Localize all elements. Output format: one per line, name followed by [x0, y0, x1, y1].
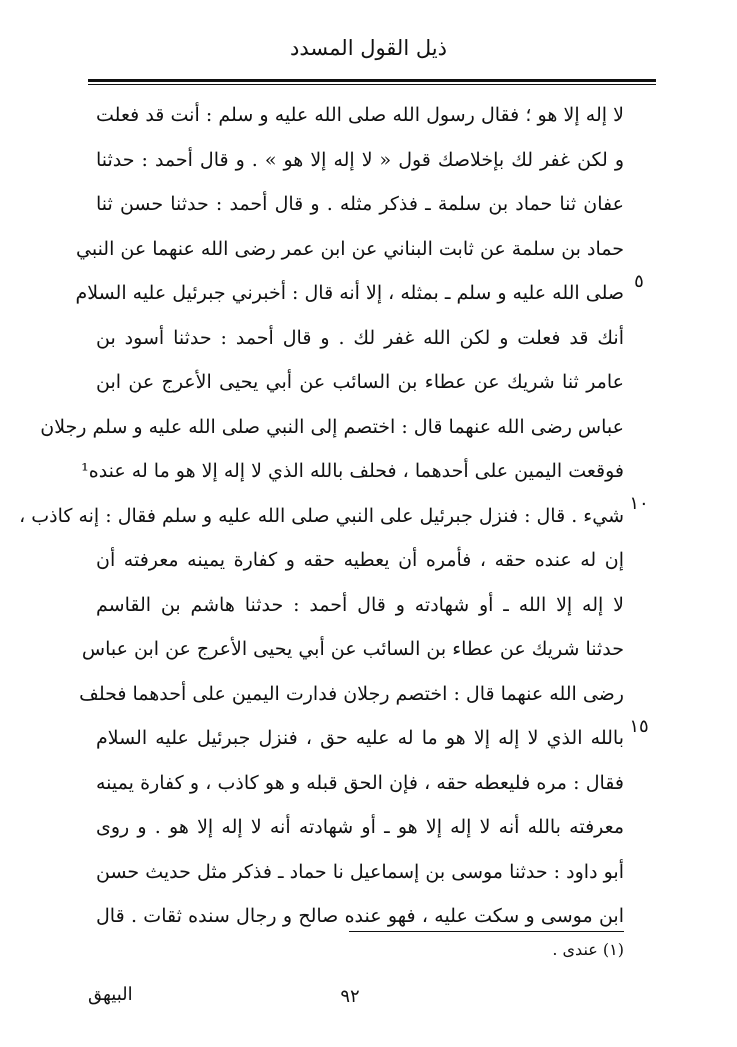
text-line-16: فقال : مره فليعطه حقه ، فإن الحق قبله و هو كاذب ، و كفارة يمينه — [96, 771, 624, 794]
footnote: (١) عندى . — [552, 940, 624, 959]
text-line-12: لا إله إلا الله ـ أو شهادته و قال أحمد : حدثنا هاشم بن القاسم — [96, 593, 624, 616]
text-line-19: ابن موسى و سكت عليه ، فهو عنده صالح و رجال سنده ثقات . قال — [96, 905, 624, 927]
text-line-11: إن له عنده حقه ، فأمره أن يعطيه حقه و كفارة يمينه معرفته أن — [96, 549, 624, 571]
text-line-2: و لكن غفر لك بإخلاصك قول « لا إله إلا هو » . و قال أحمد : حدثنا — [96, 148, 624, 171]
text-line-10: شيء . قال : فنزل جبرئيل على النبي صلى الله عليه و سلم فقال : إنه كاذب ، — [19, 504, 624, 527]
text-line-8: عباس رضى الله عنهما قال : اختصم إلى النبي صلى الله عليه و سلم رجلان — [40, 415, 624, 438]
line-number-15: ١٥ — [629, 716, 649, 737]
text-line-18: أبو داود : حدثنا موسى بن إسماعيل نا حماد ـ فذكر مثل حديث حسن — [96, 860, 624, 883]
text-line-6: أنك قد فعلت و لكن الله غفر لك . و قال أحمد : حدثنا أسود بن — [96, 326, 624, 349]
text-line-13: حدثنا شريك عن عطاء بن السائب عن أبي يحيى الأعرج عن ابن عباس — [81, 638, 624, 660]
text-line-3: عفان ثنا حماد بن سلمة ـ فذكر مثله . و قال أحمد : حدثنا حسن ثنا — [96, 193, 624, 215]
text-line-9: فوقعت اليمين على أحدهما ، فحلف بالله الذي لا إله إلا هو ما له عنده¹ — [81, 460, 624, 482]
page-number: ٩٢ — [340, 986, 360, 1007]
text-line-5: صلى الله عليه و سلم ـ بمثله ، إلا أنه قال : أخبرني جبرئيل عليه السلام — [75, 282, 624, 304]
text-line-1: لا إله إلا هو ؛ فقال رسول الله صلى الله عليه و سلم : أنت قد فعلت — [96, 104, 624, 126]
page-header-title: ذيل القول المسدد — [290, 36, 447, 60]
text-line-7: عامر ثنا شريك عن عطاء بن السائب عن أبي يحيى الأعرج عن ابن — [96, 371, 624, 393]
body-text — [19, 93, 624, 939]
text-line-15: بالله الذي لا إله إلا هو ما له عليه حق ، فنزل جبرئيل عليه السلام — [96, 727, 624, 749]
footnote-rule — [349, 931, 624, 932]
text-line-4: حماد بن سلمة عن ثابت البناني عن ابن عمر رضى الله عنهما عن النبي — [76, 237, 624, 260]
line-number-5: ٥ — [634, 271, 644, 292]
text-line-17: معرفته بالله أنه لا إله إلا هو ـ أو شهادته أنه لا إله إلا هو . و روى — [96, 816, 624, 838]
text-line-14: رضى الله عنهما قال : اختصم رجلان فدارت اليمين على أحدهما فحلف — [79, 682, 624, 705]
line-number-10: ١٠ — [629, 493, 649, 514]
header-rule-thick — [88, 79, 656, 82]
signature-mark: البيهق — [88, 984, 133, 1005]
header-rule-thin — [88, 84, 656, 85]
